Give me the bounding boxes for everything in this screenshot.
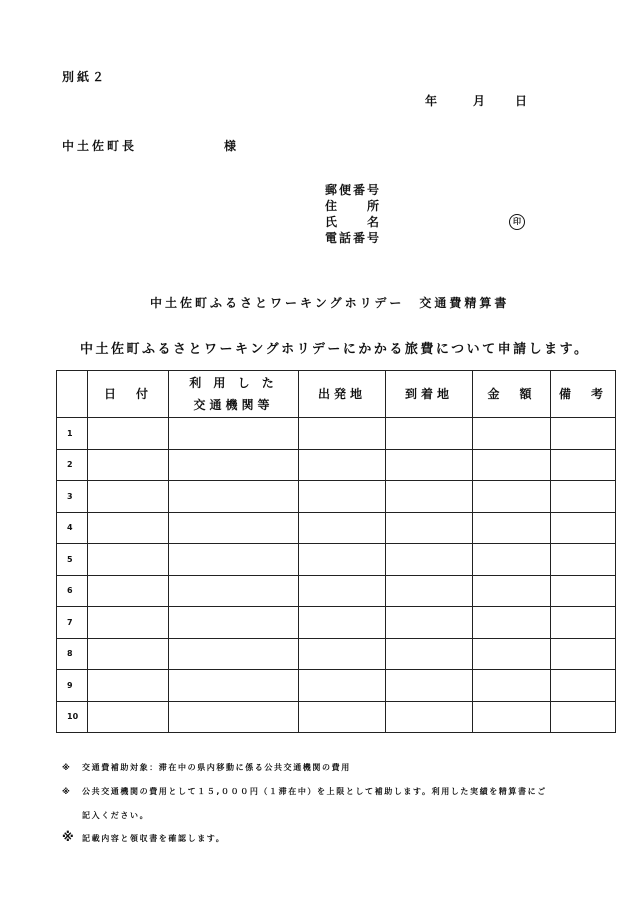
seal-icon: 印 <box>509 214 525 230</box>
note-1 <box>62 762 351 773</box>
remarks-cell[interactable] <box>551 607 616 639</box>
table-row <box>57 575 616 607</box>
date-cell[interactable] <box>88 670 169 702</box>
header-transport-line1: 利 用 し た <box>189 376 278 390</box>
table-row <box>57 512 616 544</box>
table-row <box>57 544 616 576</box>
table-row <box>57 670 616 702</box>
amount-cell[interactable] <box>473 481 551 513</box>
header-arrival: 到着地 <box>386 371 473 418</box>
transport-cell[interactable] <box>169 670 299 702</box>
date-cell[interactable] <box>88 575 169 607</box>
transport-cell[interactable] <box>169 607 299 639</box>
header-departure: 出発地 <box>299 371 386 418</box>
arrival-cell[interactable] <box>386 670 473 702</box>
amount-cell[interactable] <box>473 701 551 733</box>
date-cell[interactable] <box>88 607 169 639</box>
arrival-cell[interactable] <box>386 544 473 576</box>
row-number: 4 <box>57 512 88 544</box>
amount-cell[interactable] <box>473 512 551 544</box>
header-transport <box>169 371 299 418</box>
departure-cell[interactable] <box>299 544 386 576</box>
document-title: 中土佐町ふるさとワーキングホリデー 交通費精算書 <box>150 296 510 310</box>
transport-cell[interactable] <box>169 701 299 733</box>
arrival-cell[interactable] <box>386 449 473 481</box>
date-cell[interactable] <box>88 481 169 513</box>
date-cell[interactable] <box>88 512 169 544</box>
header-amount: 金 額 <box>473 371 551 418</box>
remarks-cell[interactable] <box>551 701 616 733</box>
row-number: 8 <box>57 638 88 670</box>
note-1-text: 交通費補助対象：滞在中の県内移動に係る公共交通機関の費用 <box>82 763 351 772</box>
remarks-cell[interactable] <box>551 638 616 670</box>
note-2-continued <box>62 810 149 821</box>
amount-cell[interactable] <box>473 575 551 607</box>
note-2-mark: ※ <box>62 787 70 796</box>
amount-cell[interactable] <box>473 449 551 481</box>
row-number: 1 <box>57 418 88 450</box>
header-number <box>57 371 88 418</box>
remarks-cell[interactable] <box>551 481 616 513</box>
departure-cell[interactable] <box>299 607 386 639</box>
lead-sentence: 中土佐町ふるさとワーキングホリデーにかかる旅費について申請します。 <box>80 342 590 357</box>
expense-table <box>56 370 616 733</box>
arrival-cell[interactable] <box>386 418 473 450</box>
date-cell[interactable] <box>88 638 169 670</box>
addressee: 中土佐町長 <box>62 139 138 153</box>
arrival-cell[interactable] <box>386 638 473 670</box>
date-cell[interactable] <box>88 418 169 450</box>
amount-cell[interactable] <box>473 638 551 670</box>
departure-cell[interactable] <box>299 449 386 481</box>
applicant-block <box>325 182 381 246</box>
remarks-cell[interactable] <box>551 512 616 544</box>
table-row <box>57 449 616 481</box>
arrival-cell[interactable] <box>386 512 473 544</box>
table-body <box>57 418 616 733</box>
phone-label: 電話番号 <box>325 231 382 245</box>
table-row <box>57 638 616 670</box>
amount-cell[interactable] <box>473 544 551 576</box>
arrival-cell[interactable] <box>386 701 473 733</box>
header-transport-line2: 交通機関等 <box>193 398 274 412</box>
date-cell[interactable] <box>88 701 169 733</box>
amount-cell[interactable] <box>473 670 551 702</box>
date-day: 日 <box>515 94 528 108</box>
departure-cell[interactable] <box>299 638 386 670</box>
row-number: 2 <box>57 449 88 481</box>
name-label: 氏 名 <box>325 215 382 229</box>
row-number: 10 <box>57 701 88 733</box>
table-row <box>57 418 616 450</box>
arrival-cell[interactable] <box>386 607 473 639</box>
row-number: 5 <box>57 544 88 576</box>
transport-cell[interactable] <box>169 481 299 513</box>
transport-cell[interactable] <box>169 512 299 544</box>
row-number: 9 <box>57 670 88 702</box>
departure-cell[interactable] <box>299 575 386 607</box>
attachment-label: 別紙２ <box>62 70 108 84</box>
note-3-mark: ※ <box>62 830 74 844</box>
remarks-cell[interactable] <box>551 544 616 576</box>
date-cell[interactable] <box>88 449 169 481</box>
transport-cell[interactable] <box>169 418 299 450</box>
remarks-cell[interactable] <box>551 418 616 450</box>
remarks-cell[interactable] <box>551 670 616 702</box>
note-2 <box>62 786 547 797</box>
table-row <box>57 481 616 513</box>
remarks-cell[interactable] <box>551 449 616 481</box>
departure-cell[interactable] <box>299 701 386 733</box>
row-number: 7 <box>57 607 88 639</box>
header-date: 日 付 <box>88 371 169 418</box>
table-row <box>57 701 616 733</box>
note-2-text-line1: 公共交通機関の費用として１５,０００円（１滞在中）を上限として補助します。利用した実績を精算書にご <box>82 787 547 796</box>
date-line <box>425 92 527 109</box>
note-3-text: 記載内容と領収書を確認します。 <box>82 834 226 843</box>
note-2-text-line2: 記入ください。 <box>82 811 150 820</box>
remarks-cell[interactable] <box>551 575 616 607</box>
row-number: 3 <box>57 481 88 513</box>
transport-cell[interactable] <box>169 575 299 607</box>
date-cell[interactable] <box>88 544 169 576</box>
date-month: 月 <box>473 94 486 108</box>
transport-cell[interactable] <box>169 544 299 576</box>
arrival-cell[interactable] <box>386 481 473 513</box>
honorific: 様 <box>224 139 237 153</box>
arrival-cell[interactable] <box>386 575 473 607</box>
departure-cell[interactable] <box>299 481 386 513</box>
note-1-mark: ※ <box>62 763 70 772</box>
transport-cell[interactable] <box>169 449 299 481</box>
amount-cell[interactable] <box>473 607 551 639</box>
row-number: 6 <box>57 575 88 607</box>
postal-code-label: 郵便番号 <box>325 183 382 197</box>
departure-cell[interactable] <box>299 418 386 450</box>
departure-cell[interactable] <box>299 512 386 544</box>
note-3 <box>62 830 225 844</box>
header-remarks: 備 考 <box>551 371 616 418</box>
departure-cell[interactable] <box>299 670 386 702</box>
date-year: 年 <box>425 94 438 108</box>
table-row <box>57 607 616 639</box>
transport-cell[interactable] <box>169 638 299 670</box>
table-header-row <box>57 371 616 418</box>
address-label: 住 所 <box>325 199 382 213</box>
amount-cell[interactable] <box>473 418 551 450</box>
